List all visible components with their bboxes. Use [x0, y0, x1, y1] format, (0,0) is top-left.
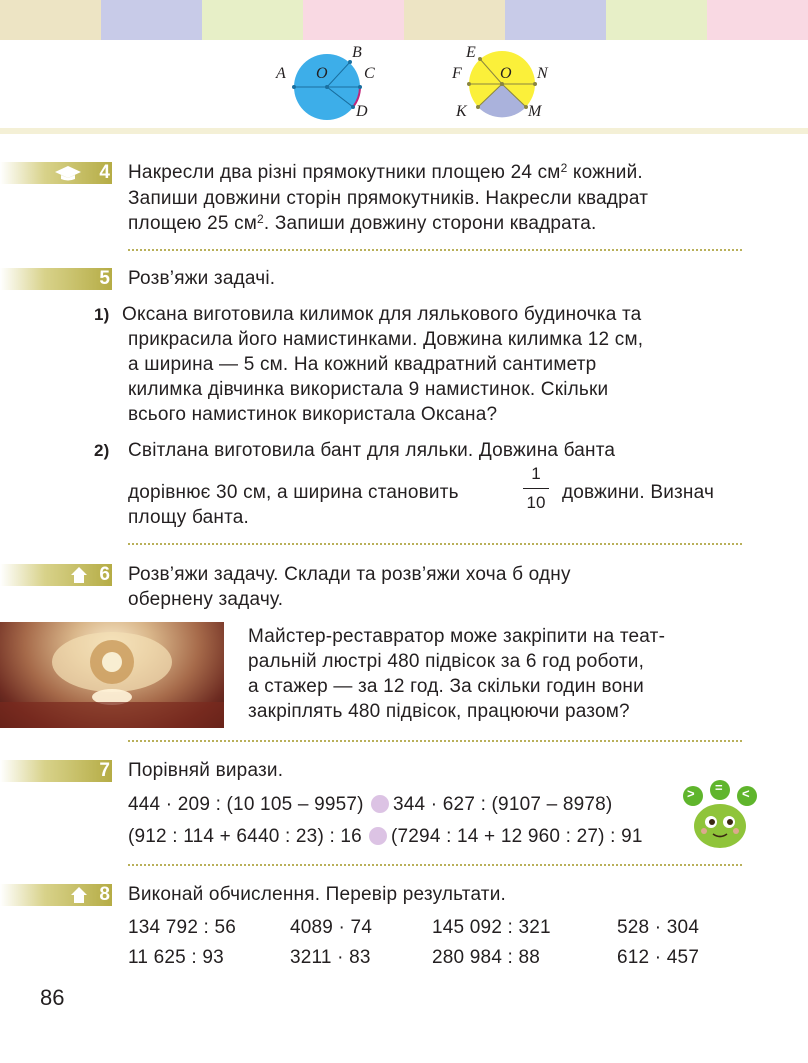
task-badge-4	[0, 162, 112, 184]
chandelier-illustration	[0, 622, 224, 728]
point-label-d: D	[356, 103, 368, 120]
point-label-c: C	[364, 65, 375, 82]
subtask-label: 1)	[94, 305, 110, 324]
point-label-k: K	[456, 103, 467, 120]
task-text: кожний.	[567, 162, 643, 183]
subtask-2-line: площу банта.	[128, 507, 250, 528]
story-line: Майстер-реставратор може закріпити на теат-	[248, 626, 666, 647]
equals-sign: =	[715, 780, 723, 795]
stripe	[707, 0, 808, 40]
graduation-cap-icon	[54, 164, 82, 182]
task-7-title: Порівняй вирази.	[128, 760, 284, 781]
divider	[128, 864, 742, 866]
circle-2	[467, 51, 537, 117]
story-line: а стажер — за 12 год. За скільки годин вони	[248, 676, 644, 697]
point-label-n: N	[537, 65, 548, 82]
task-number: 4	[99, 162, 110, 183]
subtask-2-line: дорівнює 30 см, а ширина становить	[128, 482, 459, 503]
calc-item: 612 · 457	[617, 947, 700, 968]
expression-right: 344 · 627 : (9107 – 8978)	[393, 794, 613, 815]
stripe	[505, 0, 606, 40]
task-badge-7	[0, 760, 112, 782]
point-label-o: O	[316, 65, 328, 82]
task-number: 5	[99, 268, 110, 289]
subtask-1-line: килимка дівчинка використала 9 намистинок. Скільки	[128, 379, 609, 400]
less-sign: <	[742, 786, 750, 801]
task-4-line-1	[128, 160, 643, 185]
subtask-2-line: довжини. Визнач	[562, 482, 715, 503]
calc-item: 145 092 : 321	[432, 917, 551, 938]
calc-item: 528 · 304	[617, 917, 700, 938]
stripe	[404, 0, 505, 40]
fraction-bar	[523, 488, 549, 489]
task-6-line: обернену задачу.	[128, 589, 284, 610]
task-number: 6	[99, 564, 110, 585]
calc-item: 3211 · 83	[290, 947, 371, 968]
superscript: 2	[257, 212, 264, 226]
story-line: ральній люстрі 480 підвісок за 6 год роботи,	[248, 651, 645, 672]
divider	[128, 249, 742, 251]
subtask-1-line: прикрасила його намистинками. Довжина килимка 12 см,	[128, 329, 644, 350]
compare-placeholder[interactable]	[369, 827, 387, 845]
compare-placeholder[interactable]	[371, 795, 389, 813]
story-line: закріплять 480 підвісок, працюючи разом?	[248, 701, 630, 722]
stripe	[606, 0, 707, 40]
page-number: 86	[40, 985, 65, 1010]
divider	[128, 543, 742, 545]
task-5-title: Розв’яжи задачі.	[128, 268, 276, 289]
stripe	[202, 0, 303, 40]
subtask-2-line: Світлана виготовила бант для ляльки. Довжина банта	[128, 440, 616, 461]
task-badge-5	[0, 268, 112, 290]
home-icon	[70, 566, 88, 584]
calc-item: 134 792 : 56	[128, 917, 237, 938]
stripe	[0, 0, 101, 40]
divider	[128, 740, 742, 742]
stripe	[303, 0, 404, 40]
point-label-o2: O	[500, 65, 512, 82]
expression-left: 444 · 209 : (10 105 – 9957)	[128, 794, 364, 815]
fraction-numerator: 1	[531, 464, 541, 483]
calc-item: 280 984 : 88	[432, 947, 541, 968]
point-label-a: A	[276, 65, 286, 82]
task-number: 8	[99, 884, 110, 905]
point-label-b: B	[352, 44, 362, 61]
task-6-line: Розв’яжи задачу. Склади та розв’яжи хоча б одну	[128, 564, 571, 585]
task-4-line-2: Запиши довжини сторін прямокутників. Накресли квадрат	[128, 188, 649, 209]
subtask-1-line: а ширина — 5 см. На кожний квадратний сантиметр	[128, 354, 597, 375]
task-text: площею 25 см	[128, 213, 258, 234]
calc-item: 11 625 : 93	[128, 947, 224, 968]
circle-1	[292, 54, 362, 120]
subtask-1-line: Оксана виготовила килимок для лялькового будиночка та	[122, 304, 642, 325]
fraction-denominator: 10	[526, 493, 546, 512]
greater-sign: >	[687, 786, 695, 801]
task-badge-8	[0, 884, 112, 906]
stripe	[101, 0, 202, 40]
task-4-line-3	[128, 211, 596, 236]
point-label-m: M	[528, 103, 542, 120]
circle-figures	[280, 40, 570, 130]
task-8-title: Виконай обчислення. Перевір результати.	[128, 884, 506, 905]
point-label-f: F	[452, 65, 462, 82]
point-label-e: E	[466, 44, 476, 61]
subtask-label: 2)	[94, 441, 110, 460]
task-badge-6	[0, 564, 112, 586]
task-text: Накресли два різні прямокутники площею 24 см	[128, 162, 561, 183]
expression-right: (7294 : 14 + 12 960 : 27) : 91	[391, 826, 643, 847]
task-text: . Запиши довжину сторони квадрата.	[263, 213, 597, 234]
calc-item: 4089 · 74	[290, 917, 373, 938]
task-number: 7	[99, 760, 110, 781]
theater-chandelier-photo	[0, 622, 224, 728]
expression-left: (912 : 114 + 6440 : 23) : 16	[128, 826, 362, 847]
home-icon	[70, 886, 88, 904]
superscript: 2	[560, 161, 568, 175]
subtask-1-line: всього намистинок використала Оксана?	[128, 404, 498, 425]
